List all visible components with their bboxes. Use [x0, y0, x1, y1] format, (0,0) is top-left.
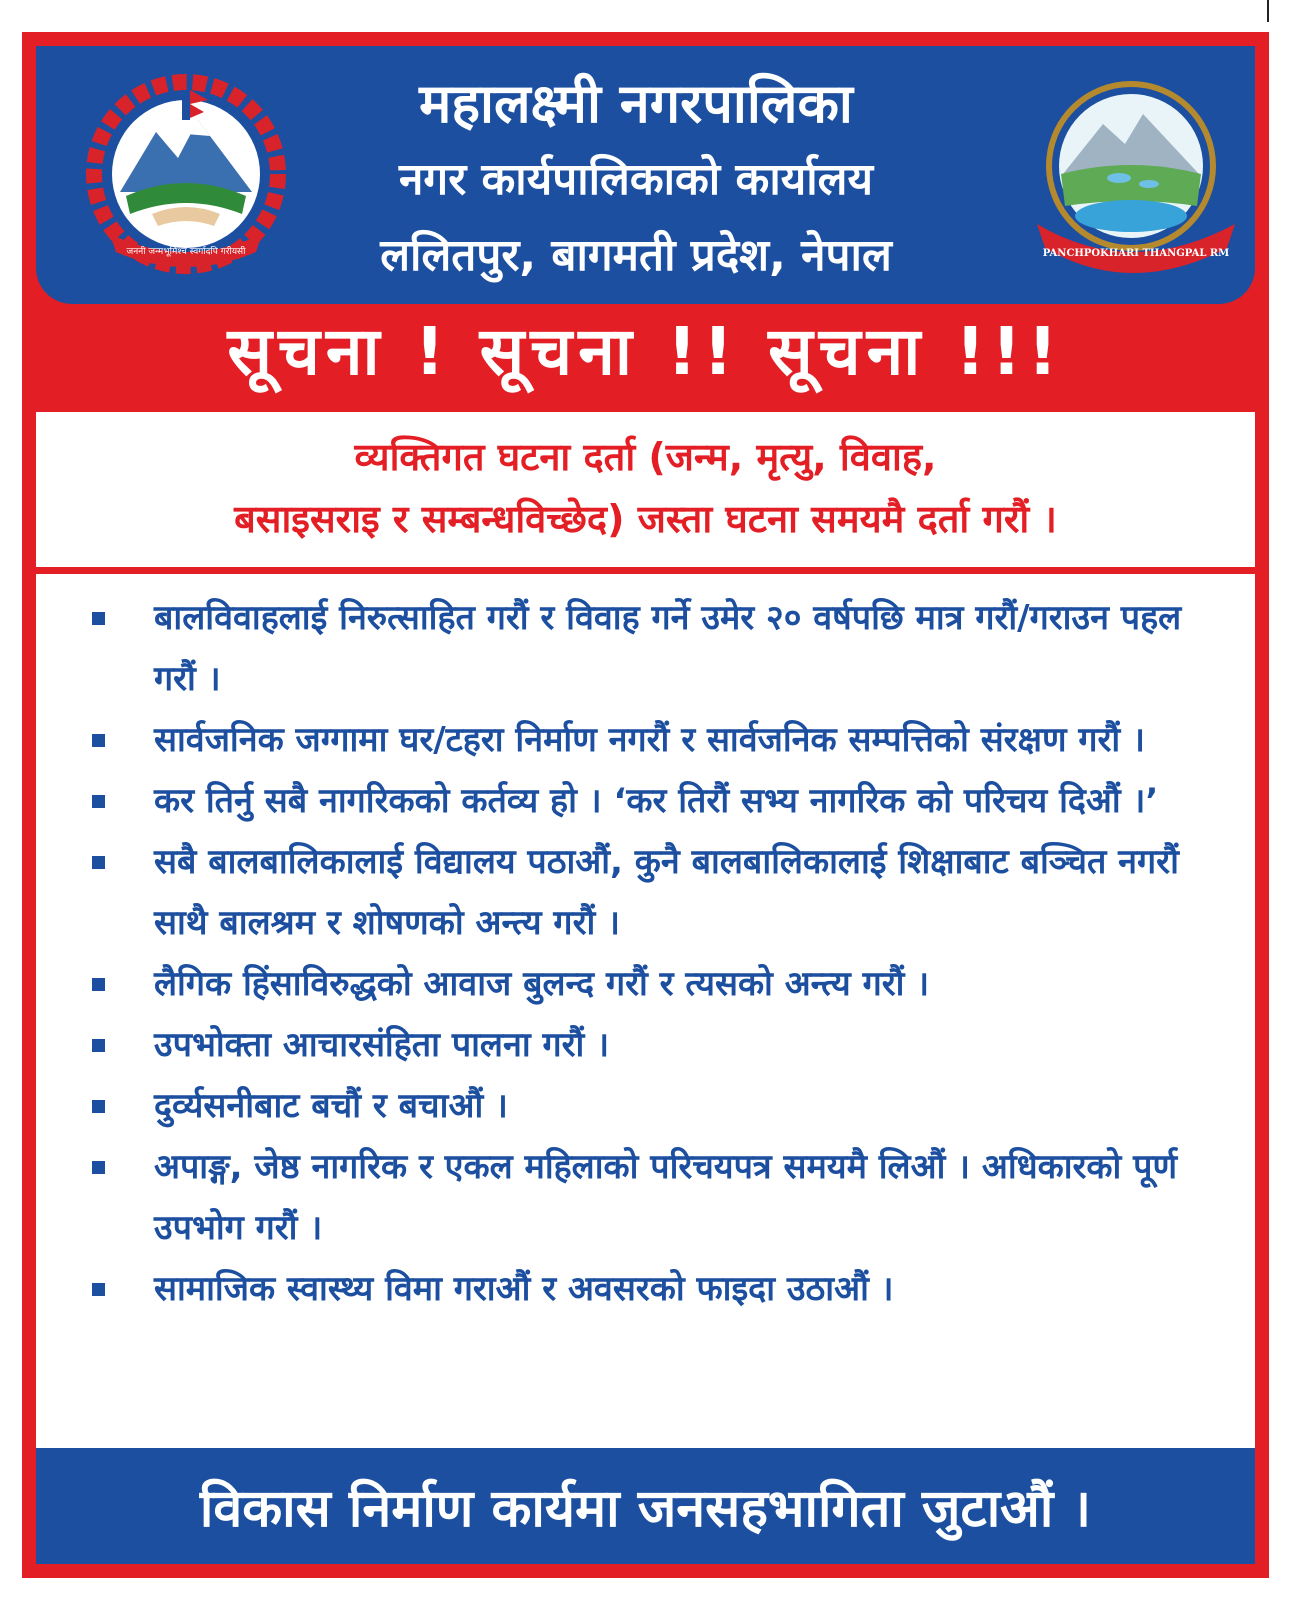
list-item-text: कर तिर्नु सबै नागरिकको कर्तव्य हो । ‘कर तिरौं सभ्य नागरिक को परिचय दिऔं ।’	[154, 781, 1159, 821]
list-item-text: बालविवाहलाई निरुत्साहित गरौं र विवाह गर्ने उमेर २० वर्षपछि मात्र गरौं/गराउन पहल गरौं ।	[154, 598, 1182, 699]
header-title-block	[266, 66, 1006, 294]
subtitle-line-1: व्यक्तिगत घटना दर्ता (जन्म, मृत्यु, विवाह,	[354, 435, 937, 479]
list-item	[76, 710, 1213, 771]
list-item	[76, 832, 1213, 954]
office-name: नगर कार्यपालिकाको कार्यालय	[399, 154, 873, 205]
list-item-text: सार्वजनिक जग्गामा घर/टहरा निर्माण नगरौं र सार्वजनिक सम्पत्तिको संरक्षण गरौं ।	[154, 720, 1145, 760]
list-item-text: दुर्व्यसनीबाट बचौं र बचाऔं ।	[154, 1086, 508, 1126]
nepal-coat-of-arms-icon	[86, 74, 286, 274]
notice-title-bar	[22, 304, 1269, 394]
notice-title: सूचना ! सूचना !! सूचना !!!	[227, 313, 1064, 390]
seal-text: PANCHPOKHARI THANGPAL RM	[1042, 248, 1230, 259]
list-item-text: उपभोक्ता आचारसंहिता पालना गरौं ।	[154, 1025, 610, 1065]
square-bullet-icon	[92, 612, 105, 625]
footer-slogan: विकास निर्माण कार्यमा जनसहभागिता जुटाऔं ।	[199, 1478, 1092, 1539]
notice-content	[36, 572, 1255, 1448]
list-item-text: सबै बालबालिकालाई विद्यालय पठाऔं, कुनै बालबालिकालाई शिक्षाबाट बञ्चित नगरौं साथै बालश्रम र शोषणको अन्त्य गरौं ।	[154, 842, 1179, 943]
list-item	[76, 1015, 1213, 1076]
square-bullet-icon	[92, 1161, 105, 1174]
footer-slogan-bar	[36, 1448, 1255, 1564]
emblem-motto: जननी जन्मभूमिश्च स्वर्गादपि गरीयसी	[126, 247, 246, 257]
list-item	[76, 1259, 1213, 1320]
notice-poster	[22, 32, 1269, 1578]
square-bullet-icon	[92, 856, 105, 869]
square-bullet-icon	[92, 978, 105, 991]
square-bullet-icon	[92, 1100, 105, 1113]
notice-list	[76, 588, 1213, 1320]
registration-subtitle	[36, 412, 1255, 567]
municipality-name: महालक्ष्मी नगरपालिका	[419, 72, 853, 135]
list-item	[76, 771, 1213, 832]
list-item	[76, 1076, 1213, 1137]
municipality-seal-icon	[1031, 74, 1241, 274]
list-item-text: अपाङ्ग, जेष्ठ नागरिक र एकल महिलाको परिचयपत्र समयमै लिऔं । अधिकारको पूर्ण उपभोग गरौं ।	[154, 1147, 1178, 1248]
list-item	[76, 588, 1213, 710]
office-address: ललितपुर, बागमती प्रदेश, नेपाल	[380, 230, 892, 281]
square-bullet-icon	[92, 1039, 105, 1052]
corner-crop-mark	[1267, 0, 1269, 22]
square-bullet-icon	[92, 1283, 105, 1296]
header-banner	[36, 46, 1255, 304]
list-item	[76, 1137, 1213, 1259]
square-bullet-icon	[92, 734, 105, 747]
subtitle-line-2: बसाइसराइ र सम्बन्धविच्छेद) जस्ता घटना समयमै दर्ता गरौं ।	[234, 497, 1057, 541]
list-item-text: लैगिक हिंसाविरुद्धको आवाज बुलन्द गरौं र त्यसको अन्त्य गरौं ।	[154, 964, 930, 1004]
square-bullet-icon	[92, 795, 105, 808]
list-item	[76, 954, 1213, 1015]
list-item-text: सामाजिक स्वास्थ्य विमा गराऔं र अवसरको फाइदा उठाऔं ।	[154, 1269, 894, 1309]
